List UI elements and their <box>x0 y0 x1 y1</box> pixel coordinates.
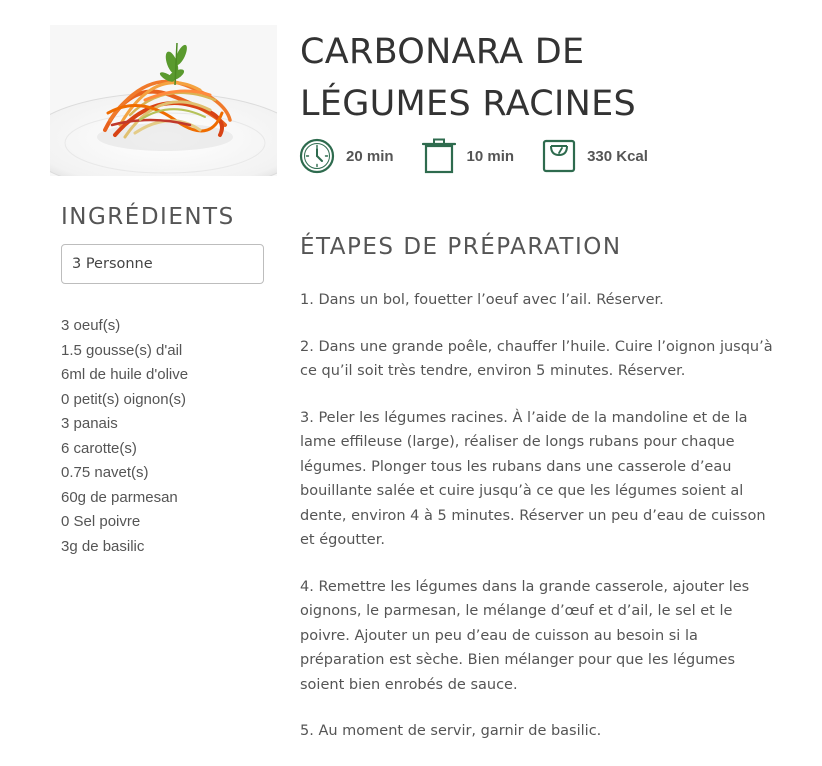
ingredient-item: 6 carotte(s) <box>61 439 137 457</box>
preparation-steps <box>300 288 778 766</box>
step-item: 1. Dans un bol, fouetter l’oeuf avec l’ail. Réserver. <box>300 292 664 308</box>
recipe-title-line1: CARBONARA DE <box>300 32 585 72</box>
stat-prep-time <box>299 138 394 174</box>
portion-select[interactable] <box>61 244 264 284</box>
portion-select-value: 3 Personne <box>72 256 153 272</box>
ingredient-list <box>61 314 188 559</box>
pot-icon <box>422 138 456 174</box>
clock-icon <box>299 138 335 174</box>
step-item: 4. Remettre les légumes dans la grande casserole, ajouter les oignons, le parmesan, le mélange d’œuf et d’ail, le sel et le poivre. Ajouter un peu d’eau de cuisson au besoin si la préparation est sèche. Bien mélanger pour que les légumes soient bien enrobés de sauce. <box>300 578 750 693</box>
ingredient-item: 1.5 gousse(s) d'ail <box>61 341 183 359</box>
ingredient-item: 0 petit(s) oignon(s) <box>61 390 187 408</box>
ingredient-item: 3g de basilic <box>61 537 145 555</box>
stat-cook-time <box>422 138 515 174</box>
step-item: 2. Dans une grande poêle, chauffer l’huile. Cuire l’oignon jusqu’à ce qu’il soit très tendre, environ 5 minutes. Réserver. <box>300 338 773 379</box>
ingredient-item: 60g de parmesan <box>61 488 178 506</box>
scale-icon <box>542 138 576 174</box>
recipe-title-line2: LÉGUMES RACINES <box>300 84 637 124</box>
steps-heading: ÉTAPES DE PRÉPARATION <box>300 234 622 260</box>
ingredient-item: 0 Sel poivre <box>61 513 141 530</box>
recipe-photo <box>50 25 277 176</box>
ingredient-item: 6ml de huile d'olive <box>61 366 189 383</box>
recipe-stats <box>299 136 648 176</box>
stat-prep-time-value: 20 min <box>346 147 394 165</box>
ingredient-item: 3 panais <box>61 415 118 432</box>
stat-calories-value: 330 Kcal <box>587 147 648 165</box>
step-item: 3. Peler les légumes racines. À l’aide de la mandoline et de la lame effileuse (large), réaliser de longs rubans pour chaque légumes. Plonger tous les rubans dans une casserole d’eau bouillante salée et cuire jusqu’à ce que les légumes soient al dente, environ 4 à 5 minutes. Réserver un peu d’eau de cuisson et égoutter. <box>300 409 766 548</box>
ingredient-item: 3 oeuf(s) <box>61 317 121 334</box>
ingredient-item: 0.75 navet(s) <box>61 464 149 481</box>
stat-cook-time-value: 10 min <box>466 147 515 165</box>
ingredients-heading: INGRÉDIENTS <box>61 204 235 230</box>
recipe-title <box>300 26 800 130</box>
step-item: 5. Au moment de servir, garnir de basilic. <box>300 723 602 739</box>
stat-calories <box>542 138 648 174</box>
